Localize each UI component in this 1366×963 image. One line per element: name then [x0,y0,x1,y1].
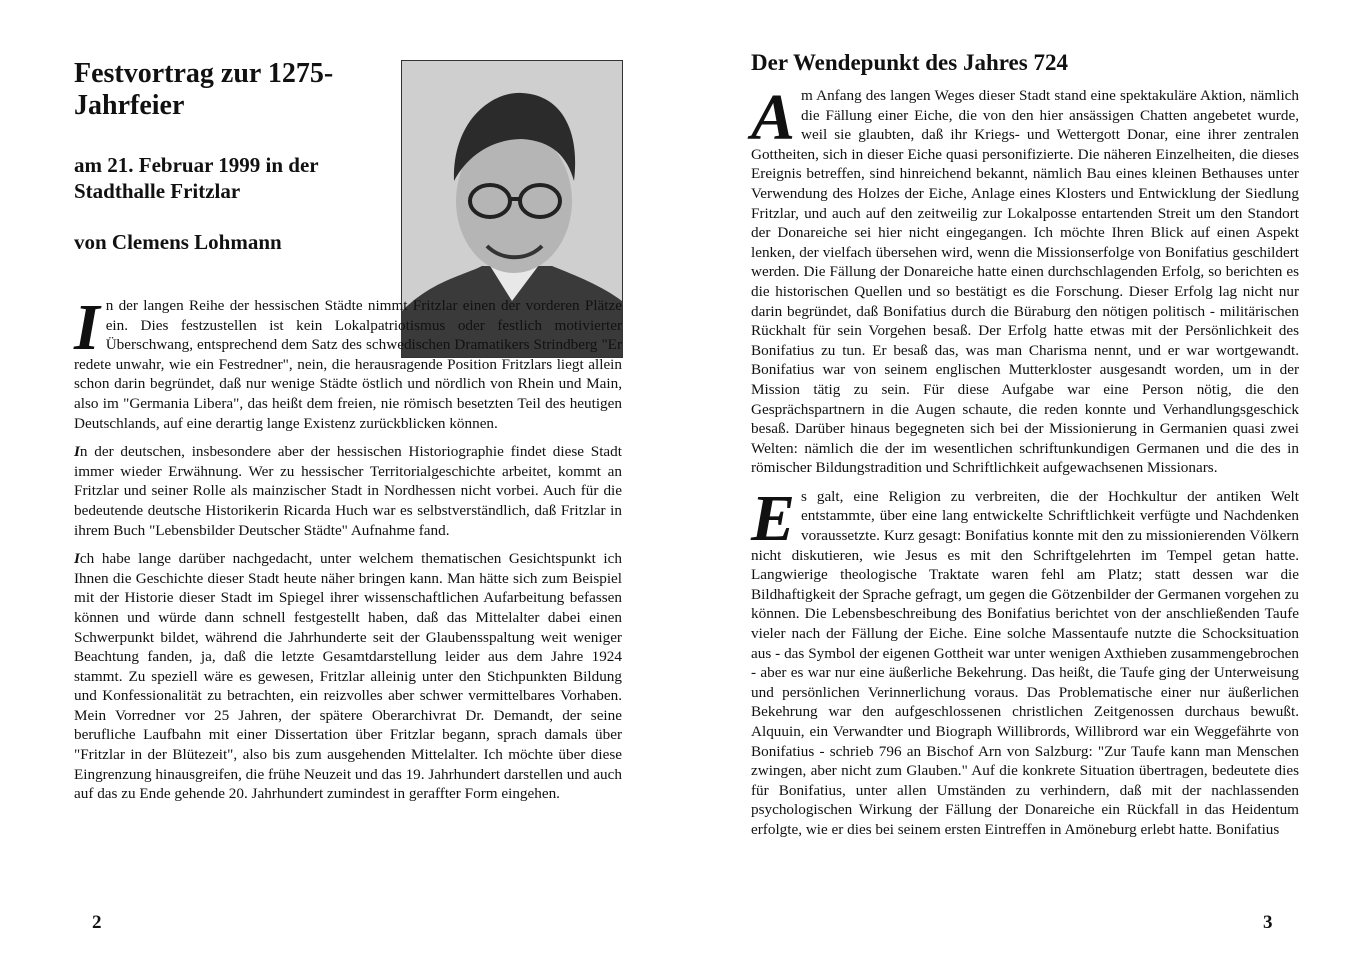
dropcap-I: I [74,291,100,364]
dropcap-E: E [751,481,796,555]
left-paragraph-1: In der langen Reihe der hessischen Städte nimmt Fritzlar einen der vorderen Plätze ein. Dies festzustellen ist kein Lokalpatriotismus oder festlich motivierter Überschwang, entsprechend dem Satz des schwedischen Dramatikers Strindberg "Er redete unwahr, wie ein Festredner", nein, die herausragende Position Fritzlars liegt allein schon darin begründet, daß nur wenige Städte östlich und nördlich von Rhein und Main, also im "Germania Libera", das heißt dem freien, nie römisch besetzten Teil des heutigen Deutschlands, auf eine derartig lange Existenz zurückblicken können. [74,291,622,432]
left-body-text [74,291,622,813]
right-paragraph-1: Am Anfang des langen Weges dieser Stadt stand eine spektakuläre Aktion, nämlich die Fällung einer Eiche, die von den hier ansässigen Chatten angebetet wurde, weil sie glaubten, daß ihr Kriegs- und Wettergott Donar, eine ihrer zentralen Gottheiten, sich in dieser Eiche quasi personifizierte. Die näheren Einzelheiten, die dieses Ereignis betreffen, sind hinreichend bekannt, nämlich Bau eines kleinen Bethauses unter Verwendung des Holzes der Eiche, Anlage eines Klosters und Entwicklung der Siedlung Fritzlar, und auch auf den zeitweilig zur Lokalposse entartenden Streit um den Standort der Donareiche sei hier nicht eingegangen. Ich möchte Ihren Blick auf einen Aspekt lenken, der vielfach übersehen wird, wenn die Missionserfolge von Bonifatius geschildert werden. Die Fällung der Donareiche hatte einen durchschlagenden Erfolg, so berichten es die historischen Quellen und so bestätigt es die Forschung. Dieser Erfolg lag nicht nur darin begründet, daß Bonifatius durch die Büraburg den nötigen politisch - militärischen Rückhalt für sein Vorgehen besaß. Der Erfolg hatte etwas mit der Persönlichkeit des Bonifatius zu tun. Er besaß das, was man Charisma nennt, und er war wortgewandt. Bonifatius war von seinem englischen Mutterkloster ausgesandt worden, um in der Mission tätig zu sein. Für diese Aufgabe war eine Person nötig, die den Gesprächspartnern in die Augen schaute, die reden konnte und Verhandlungsgeschick besaß. Darüber hinaus begegneten sich bei der Missionierung in Germanien quasi zwei Welten: nämlich die der im wesentlichen schriftunkundigen Germanen und die des in römischer Bildungstradition und Schriftlichkeit aufgewachsenen Missionars. [751,81,1299,477]
left-paragraph-3: Ich habe lange darüber nachgedacht, unter welchem thematischen Gesichtspunkt ich Ihnen die Geschichte dieser Stadt heute näher bringen kann. Man hätte sich zum Beispiel mit der Historie dieser Stadt im Spiegel ihrer wissenschaftlichen Aufarbeitung befassen können und würde dann schnell festgestellt haben, daß das Mittelalter dabei einen Schwerpunkt bildet, während die Jahrhunderte seit der Glaubensspaltung weit weniger Beachtung fanden, ja, daß die letzte Gesamtdarstellung leider aus dem Jahre 1924 stammt. Zu speziell wäre es gewesen, Fritzlar alleinig unter den Stichpunkten Bildung und Konfessionalität zu betrachten, ein reizvolles aber schwer vermittelbares Vorhaben. Mein Vorredner vor 25 Jahren, der spätere Oberarchivrat Dr. Demandt, der seine berufliche Laufbahn mit einer Dissertation über Fritzlar begann, sprach damals über "Fritzlar in der Blütezeit", also bis zum ausgehenden Mittelalter. Ich möchte über diese Eingrenzung hinausgreifen, die frühe Neuzeit und das 19. Jahrhundert darstellen und auch auf das zu Ende gehende 20. Jahrhundert zumindest in geraffter Form eingehen. [74,550,622,803]
left-paragraph-2: In der deutschen, insbesondere aber der hessischen Historiographie findet diese Stadt immer wieder Erwähnung. Wer zu hessischer Territorialgeschichte arbeitet, kommt an Fritzlar und seiner Rolle als mainzischer Stadt in Nordhessen nicht vorbei. Auch für die bedeutende deutsche Historikerin Ricarda Huch war es selbstverständlich, daß Fritzlar in ihrem Buch "Lebensbilder Deutscher Städte" Aufnahme fand. [74,443,622,539]
lecture-title: Festvortrag zur 1275-Jahrfeier [74,58,334,121]
author-line: von Clemens Lohmann [74,230,282,254]
dropcap-A: A [751,81,796,154]
section-title: Der Wendepunkt des Jahres 724 [751,50,1068,75]
page-number-right: 3 [1263,912,1273,933]
right-page [683,0,1366,963]
right-body-text [751,81,1299,849]
page-number-left: 2 [92,912,102,933]
lecture-subtitle: am 21. Februar 1999 in der Stadthalle Fritzlar [74,153,319,203]
right-paragraph-2: Es galt, eine Religion zu verbreiten, die der Hochkultur der antiken Welt entstammte, über eine lang entwickelte Schriftlichkeit verfügte und Nachdenken voraussetzte. Kurz gesagt: Bonifatius konnte mit den zu missionierenden Völkern nicht diskutieren, wie Jesus es mit den Schriftgelehrten im Tempel getan hatte. Langwierige theologische Traktate waren fehl am Platz; statt dessen war die Bildhaftigkeit der Sprache gefragt, um gegen die Götzenbilder der Germanen vorgehen zu können. Die Lebensbeschreibung des Bonifatius berichtet von der anschließenden Taufe vieler nach der Fällung der Eiche. Eine solche Massentaufe nutzte die Schocksituation aus - das Symbol der eigenen Gottheit war unter wenigen Axthieben zusammengebrochen - aber es war nur eine äußerliche Bekehrung. Das heißt, die Taufe ging der Unterweisung und persönlichen Verinnerlichung voraus. Das Problematische einer nur äußerlichen Bekehrung war den aufgeschlossenen christlichen Zeitgenossen durchaus bewußt. Alquuin, ein Verwandter und Biograph Willibrords, Willibrord war ein Weggefährte von Bonifatius - schrieb 796 an Bischof Arn von Salzburg: "Zur Taufe kann man Menschen zwingen, aber nicht zum Glauben." Auf die konkrete Situation übertragen, bedeutete dies für Bonifatius, unter allen Umständen zu verhindern, daß mit der nachlassenden psychologischen Wirkung der Fällung der Donareiche ein Rückfall in das Heidentum erfolgte, wie er dies bei seinem ersten Eintreffen in Amöneburg erlebt hatte. Bonifatius [751,481,1299,838]
